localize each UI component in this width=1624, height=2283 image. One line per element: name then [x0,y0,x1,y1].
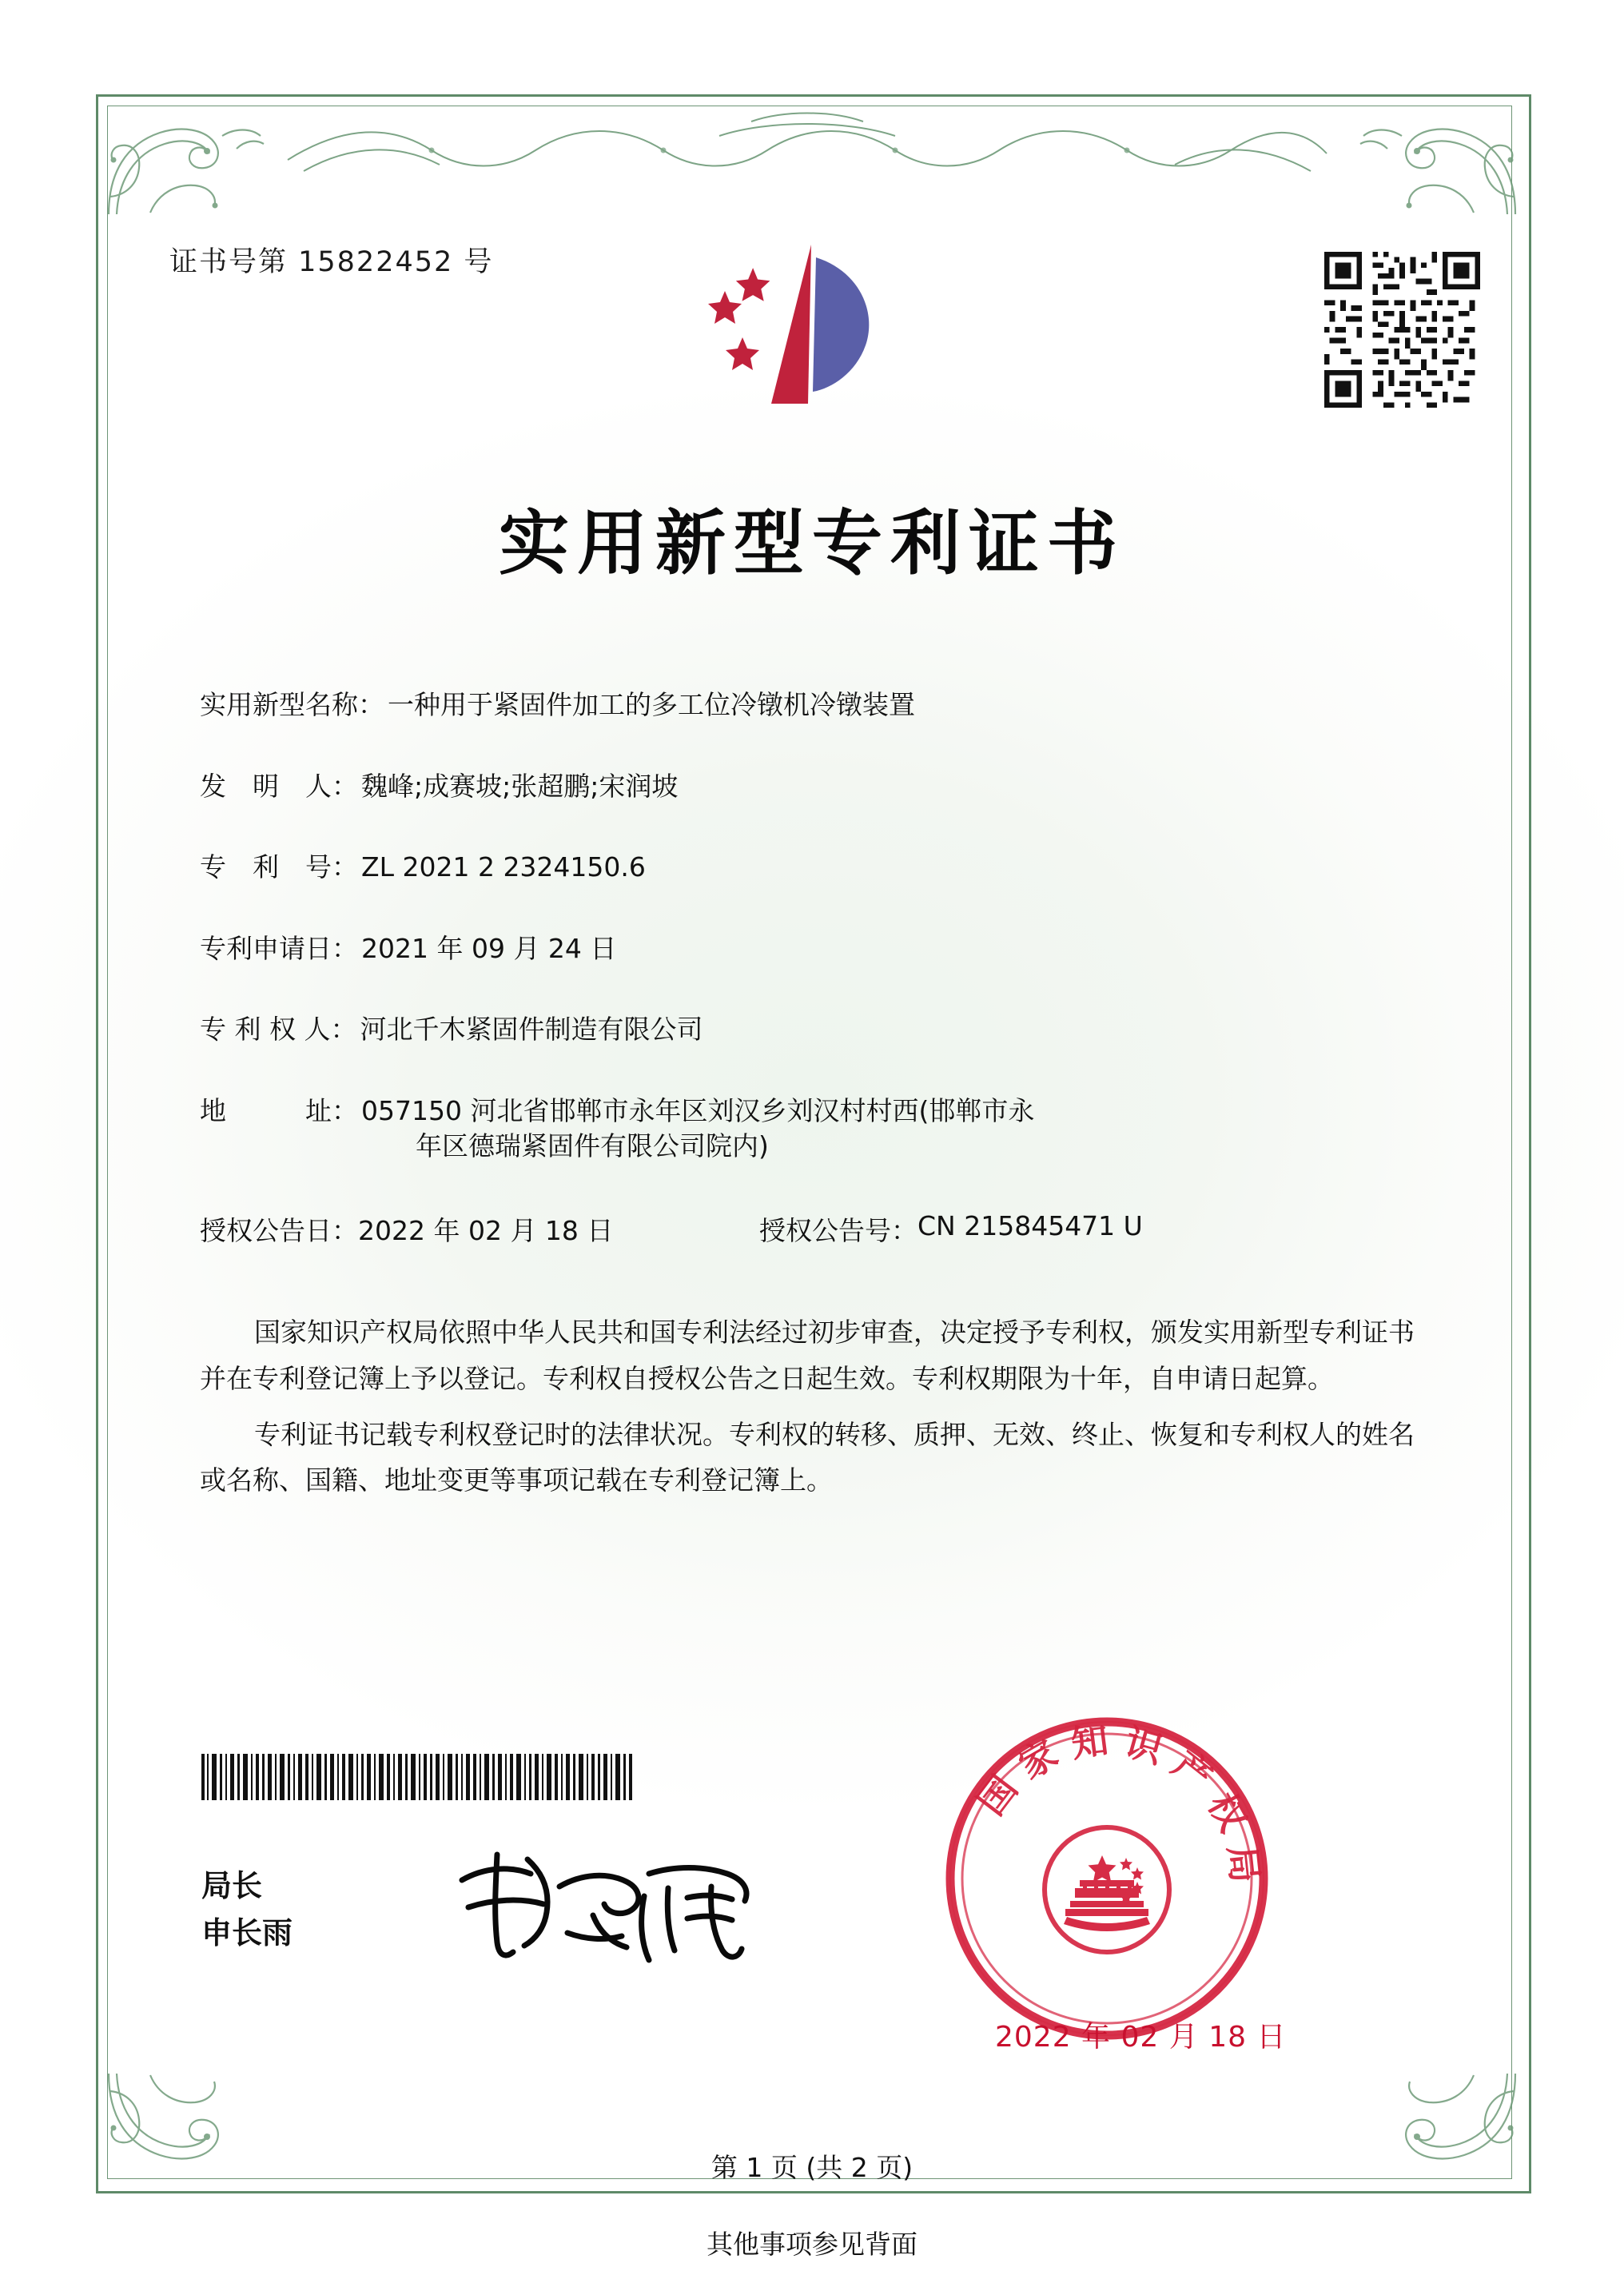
field-label: 授权公告号： [759,1214,917,1246]
paragraph-registry: 专利证书记载专利权登记时的法律状况。专利权的转移、质押、无效、终止、恢复和专利权人的姓名或名称、国籍、地址变更等事项记载在专利登记簿上。 [200,1418,1415,1496]
field-list [200,687,1407,1272]
field-value: 2022 年 02 月 18 日 [358,1214,614,1246]
field-value: CN 215845471 U [917,1209,1143,1241]
seal-date: 2022 年 02 月 18 日 [995,2021,1287,2054]
field-label: 专利申请日： [200,932,358,964]
field-value: 魏峰;成赛坡;张超鹏;宋润坡 [361,770,679,802]
field-label: 专 利 号： [200,851,358,883]
paragraph-grant: 国家知识产权局依照中华人民共和国专利法经过初步审查，决定授予专利权，颁发实用新型专利证书并在专利登记簿上予以登记。专利权自授权公告之日起生效。专利权期限为十年，自申请日起算。 [200,1317,1415,1394]
field-value: 057150 河北省邯郸市永年区刘汉乡刘汉村村西(邯郸市永 [361,1094,1035,1126]
field-grant-number [759,1210,1143,1248]
field-value: 河北千木紧固件制造有限公司 [360,1014,703,1046]
field-address [200,1094,1407,1165]
qr-code-icon [1324,252,1480,408]
field-patentee [200,1012,1407,1048]
field-value: 2021 年 09 月 24 日 [361,932,617,964]
page-indicator: 第 1 页 (共 2 页) [710,2152,914,2183]
handwritten-signature-icon [448,1839,791,1970]
legal-text [200,1309,1415,1513]
field-label: 地 址： [200,1094,358,1126]
signature-name: 申长雨 [201,1914,293,1950]
field-grant-row [200,1210,1407,1248]
field-patent-number [200,850,1407,886]
field-label: 实用新型名称： [200,689,384,720]
field-value-wrapper [358,1094,1407,1165]
field-label: 专 利 权 人： [200,1014,357,1046]
field-application-date [200,931,1407,967]
barcode [201,1754,633,1800]
field-label: 授权公告日： [200,1214,358,1246]
field-grant-date [200,1210,759,1248]
official-seal-icon [939,1711,1275,2046]
svg-text:国 家 知 识 产 权 局: 国 家 知 识 产 权 局 [969,1718,1268,1885]
field-value: ZL 2021 2 2324150.6 [361,851,646,883]
page-title: 实用新型专利证书 [498,502,1125,584]
back-side-note: 其他事项参见背面 [707,2229,917,2260]
signature-title: 局长 [201,1868,263,1903]
certificate-number: 证书号第 15822452 号 [169,246,494,278]
field-utility-model-name [200,687,1407,723]
field-label: 发 明 人： [200,770,358,802]
field-value-continuation: 年区德瑞紧固件有限公司院内) [416,1130,769,1162]
field-value: 一种用于紧固件加工的多工位冷镦机冷镦装置 [388,689,915,720]
cnipa-logo-icon [675,240,923,428]
signature-block [201,1863,293,1957]
field-inventors [200,769,1407,805]
